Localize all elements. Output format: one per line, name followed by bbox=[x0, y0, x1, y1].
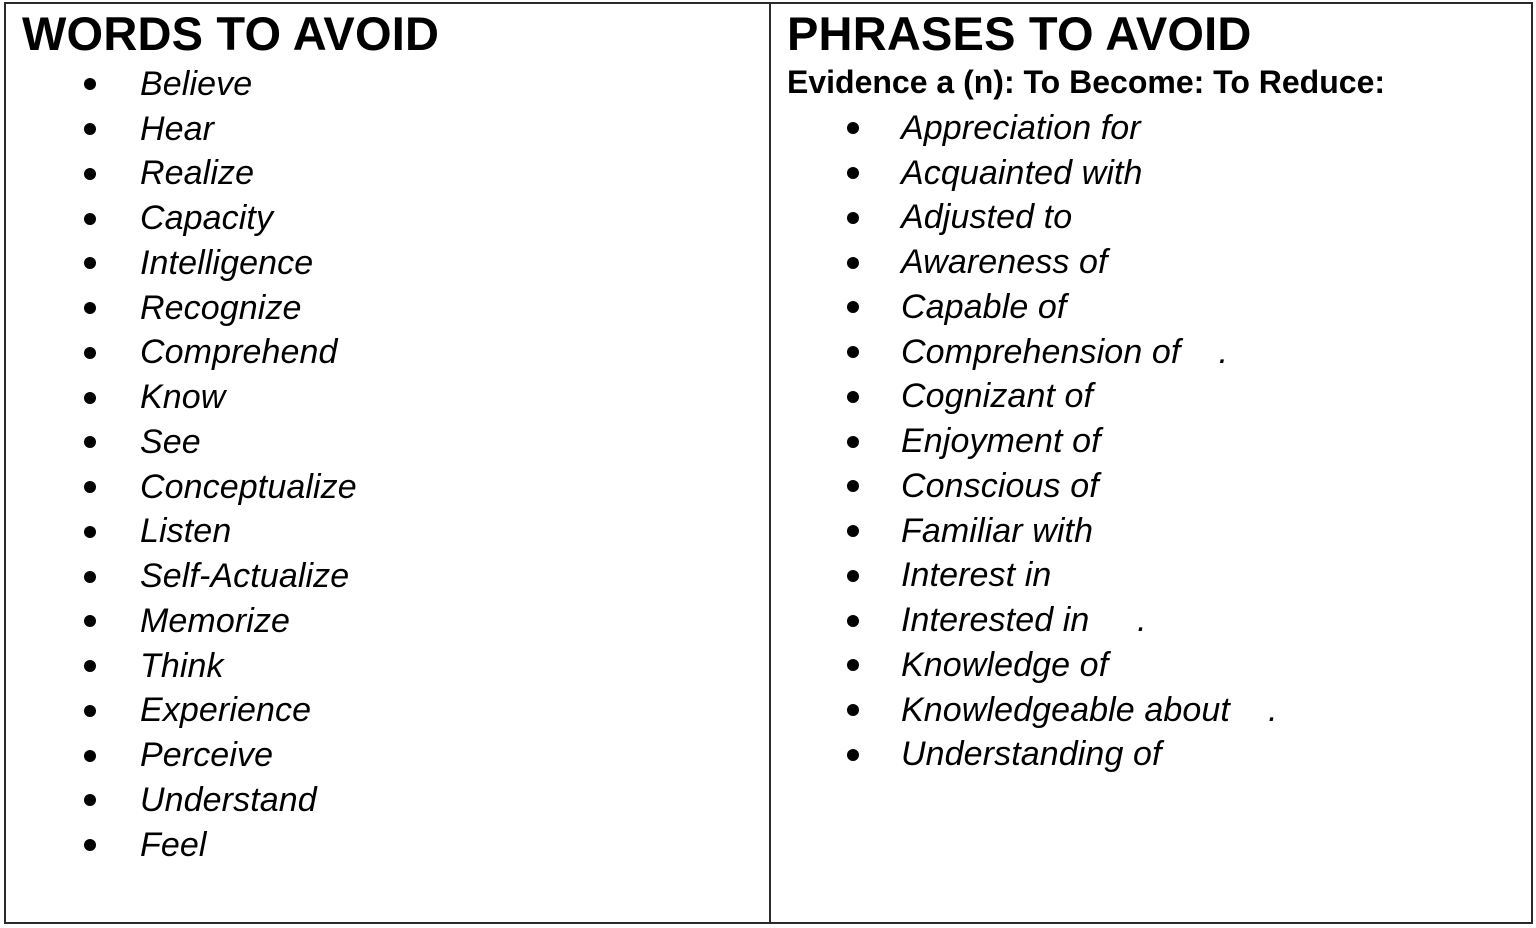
list-item-text: Understanding of bbox=[901, 735, 1162, 774]
list-item-text: Intelligence bbox=[140, 243, 314, 282]
bullet-icon bbox=[84, 392, 96, 404]
list-item bbox=[787, 688, 1531, 733]
list-item-text: Enjoyment of bbox=[901, 422, 1101, 461]
bullet-icon bbox=[84, 347, 96, 359]
bullet-icon bbox=[847, 346, 859, 358]
list-item-text: Listen bbox=[140, 512, 232, 551]
bullet-icon bbox=[847, 480, 859, 492]
bullet-icon bbox=[847, 167, 859, 179]
list-item bbox=[22, 599, 769, 644]
list-item-text: Conscious of bbox=[901, 466, 1099, 505]
list-item-text: Appreciation for bbox=[901, 108, 1141, 147]
bullet-icon bbox=[84, 168, 96, 180]
list-item-text: Conceptualize bbox=[140, 467, 357, 506]
bullet-icon bbox=[847, 570, 859, 582]
bullet-icon bbox=[847, 391, 859, 403]
words-list bbox=[22, 62, 769, 868]
list-item-text: Experience bbox=[140, 691, 312, 730]
phrases-heading: PHRASES TO AVOID bbox=[787, 7, 1252, 60]
list-item-text: Comprehend bbox=[140, 333, 338, 372]
bullet-icon bbox=[84, 615, 96, 627]
list-item bbox=[22, 107, 769, 152]
list-item bbox=[22, 510, 769, 555]
list-item-text: Capacity bbox=[140, 199, 274, 238]
list-item-text: Know bbox=[140, 378, 226, 417]
list-item bbox=[22, 554, 769, 599]
list-item-text: Self-Actualize bbox=[140, 557, 350, 596]
words-heading: WORDS TO AVOID bbox=[22, 7, 440, 60]
list-item bbox=[787, 375, 1531, 420]
list-item-text: Realize bbox=[140, 154, 255, 193]
bullet-icon bbox=[84, 526, 96, 538]
bullet-icon bbox=[84, 78, 96, 90]
list-item-text: Familiar with bbox=[901, 511, 1094, 550]
list-item bbox=[22, 420, 769, 465]
list-item-text: Memorize bbox=[140, 601, 291, 640]
list-item bbox=[22, 241, 769, 286]
list-item-text: Comprehension of . bbox=[901, 332, 1229, 371]
bullet-icon bbox=[84, 302, 96, 314]
list-item-text: See bbox=[140, 422, 201, 461]
list-item-text: Knowledge of bbox=[901, 645, 1109, 684]
list-item-text: Believe bbox=[140, 64, 253, 103]
bullet-icon bbox=[84, 839, 96, 851]
list-item-text: Interest in bbox=[901, 556, 1052, 595]
list-item-text: Perceive bbox=[140, 736, 274, 775]
list-item-text: Cognizant of bbox=[901, 377, 1094, 416]
bullet-icon bbox=[847, 659, 859, 671]
bullet-icon bbox=[84, 660, 96, 672]
bullet-icon bbox=[84, 794, 96, 806]
list-item bbox=[22, 62, 769, 107]
list-item bbox=[22, 733, 769, 778]
phrases-subheading: Evidence a (n): To Become: To Reduce: bbox=[787, 64, 1386, 100]
list-item-text: Recognize bbox=[140, 288, 302, 327]
list-item bbox=[787, 240, 1531, 285]
list-item bbox=[22, 196, 769, 241]
list-item bbox=[22, 644, 769, 689]
document-table bbox=[4, 2, 1533, 924]
bullet-icon bbox=[847, 122, 859, 134]
bullet-icon bbox=[847, 212, 859, 224]
list-item bbox=[787, 330, 1531, 375]
bullet-icon bbox=[847, 749, 859, 761]
list-item bbox=[787, 106, 1531, 151]
bullet-icon bbox=[847, 301, 859, 313]
bullet-icon bbox=[847, 257, 859, 269]
bullet-icon bbox=[84, 213, 96, 225]
list-item-text: Acquainted with bbox=[901, 153, 1143, 192]
list-item-text: Feel bbox=[140, 825, 207, 864]
list-item-text: Awareness of bbox=[901, 243, 1108, 282]
list-item bbox=[787, 151, 1531, 196]
list-item-text: Knowledgeable about . bbox=[901, 690, 1278, 729]
list-item bbox=[22, 331, 769, 376]
bullet-icon bbox=[84, 481, 96, 493]
list-item bbox=[787, 419, 1531, 464]
bullet-icon bbox=[847, 436, 859, 448]
words-to-avoid-column bbox=[6, 4, 771, 922]
phrases-to-avoid-column bbox=[771, 4, 1531, 922]
list-item bbox=[22, 375, 769, 420]
phrases-list bbox=[787, 106, 1531, 777]
list-item bbox=[787, 733, 1531, 778]
list-item bbox=[22, 823, 769, 868]
list-item-text: Understand bbox=[140, 780, 317, 819]
list-item bbox=[787, 509, 1531, 554]
bullet-icon bbox=[847, 704, 859, 716]
bullet-icon bbox=[84, 123, 96, 135]
list-item bbox=[22, 152, 769, 197]
list-item-text: Think bbox=[140, 646, 224, 685]
list-item bbox=[787, 464, 1531, 509]
bullet-icon bbox=[84, 750, 96, 762]
list-item bbox=[787, 554, 1531, 599]
bullet-icon bbox=[84, 705, 96, 717]
list-item bbox=[22, 778, 769, 823]
list-item bbox=[787, 285, 1531, 330]
list-item-text: Adjusted to bbox=[901, 198, 1073, 237]
list-item bbox=[22, 286, 769, 331]
list-item bbox=[22, 689, 769, 734]
list-item bbox=[787, 196, 1531, 241]
bullet-icon bbox=[84, 571, 96, 583]
bullet-icon bbox=[84, 436, 96, 448]
list-item-text: Hear bbox=[140, 109, 215, 148]
list-item-text: Capable of bbox=[901, 287, 1067, 326]
bullet-icon bbox=[84, 257, 96, 269]
list-item bbox=[22, 465, 769, 510]
list-item-text: Interested in . bbox=[901, 601, 1147, 640]
list-item bbox=[787, 643, 1531, 688]
bullet-icon bbox=[847, 615, 859, 627]
list-item bbox=[787, 598, 1531, 643]
bullet-icon bbox=[847, 525, 859, 537]
